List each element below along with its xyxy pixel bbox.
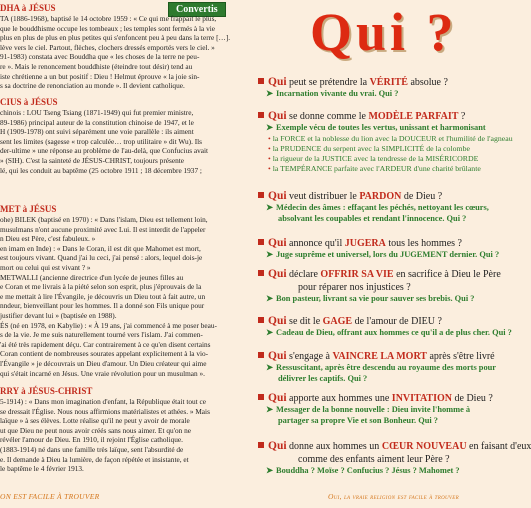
bullet-icon: • <box>268 153 273 163</box>
answer-text: absolvant les coupables et rendant l'innocence. Qui ? <box>278 213 467 223</box>
answer-text: Bouddha ? Moïse ? Confucius ? Jésus ? Mahomet ? <box>276 466 460 475</box>
question-keyword: JUGERA <box>344 238 386 249</box>
question-line <box>258 440 531 453</box>
question-text: tous les hommes ? <box>385 238 462 249</box>
section-line: » (SIH). C'est la sainteté de JÉSUS-CHRIST, toujours présente <box>0 155 184 165</box>
section-line: qui s'était incarné en Jésus. Une vraie révolution pour un musulman ». <box>0 368 205 378</box>
qui-word: Qui <box>268 392 287 404</box>
answer-text: Médecin des âmes : effaçant les péchés, nettoyant les cœurs, <box>276 203 489 212</box>
question-item <box>258 76 508 100</box>
question-line <box>258 315 508 328</box>
section-line: s de la vie. Je me suis naturellement tourné vers l'islam. J'ai commen- <box>0 330 203 340</box>
section-line: mort ou celui qui est vivant ? » <box>0 262 91 272</box>
convert-section <box>0 3 252 91</box>
question-text: en sacrifice à Dieu le Père <box>393 269 501 280</box>
section-line: révéler l'amour de Dieu. En 1910, il rejoint l'Église catholique. <box>0 435 183 445</box>
answer-line <box>258 363 508 374</box>
section-line: se dressait l'Église. Nous nous affirmions matérialistes et athées. » Mais <box>0 406 210 416</box>
convertis-badge: Convertis <box>168 2 226 17</box>
question-keyword: OFFRIR SA VIE <box>320 269 394 280</box>
question-line <box>258 350 508 363</box>
answer-line <box>258 374 508 385</box>
section-heading: MET à JÉSUS <box>0 204 57 214</box>
question-item <box>258 350 508 384</box>
section-heading: DHA à JÉSUS <box>0 3 56 13</box>
section-heading: RRY à JÉSUS-CHRIST <box>0 386 93 396</box>
section-line: musulmans n'ont aucune proximité avec Lui. Il est interdit de l'appeler <box>0 224 206 234</box>
right-footer: Oui, la vraie religion est facile à trouver <box>328 492 459 501</box>
qui-word: Qui <box>268 76 287 88</box>
section-line: le baptême le 4 février 1913. <box>0 464 84 474</box>
question-line <box>258 237 508 250</box>
section-line: der-ultime » une réponse au problème de l'au-delà, que Confucius avait <box>0 146 209 156</box>
virtue-line <box>258 164 508 174</box>
arrow-icon: ➤ <box>266 328 274 337</box>
question-continuation: pour réparer nos injustices ? <box>298 282 411 293</box>
question-line <box>258 268 508 281</box>
bullet-square-icon <box>258 394 264 400</box>
virtue-text: la rigueur de la JUSTICE avec la tendresse de la MISÉRICORDE <box>272 153 479 163</box>
question-text: peut se prétendre la <box>286 77 370 88</box>
arrow-icon: ➤ <box>266 294 274 303</box>
section-line: iste chrétienne a un but positif : Dieu ! Helmut éprouve « la joie sin- <box>0 71 200 81</box>
arrow-icon: ➤ <box>266 203 274 212</box>
question-text: annonce qu'il <box>286 238 345 249</box>
virtue-line <box>258 133 513 144</box>
section-line: e me mettait à lire l'Évangile, je découvris un Dieu tout à fait autre, un <box>0 291 206 301</box>
answer-line <box>258 89 508 100</box>
answer-text: partager sa propre Vie et son Bonheur. Qui ? <box>278 415 438 425</box>
bullet-icon: • <box>268 143 273 153</box>
answer-line <box>258 466 508 477</box>
section-line: e Coran et me livrais à la piété selon son esprit, plus j'éprouvais de la <box>0 282 202 292</box>
answer-line <box>258 203 508 214</box>
answer-text: Exemple vécu de toutes les vertus, unissant et harmonisant <box>276 123 486 132</box>
section-line: ut que Dieu ne peut nous avoir créés sans nous aimer. Et qu'on ne <box>0 425 191 435</box>
convert-section <box>0 204 252 378</box>
answer-line <box>258 250 508 261</box>
question-keyword: VAINCRE LA MORT <box>332 351 427 362</box>
converts-column <box>0 0 252 508</box>
left-footer: ON EST FACILE À TROUVER <box>0 492 100 501</box>
question-text: ? <box>458 111 466 122</box>
page-title: Qui ? <box>310 2 458 62</box>
section-line: 5-1914) : « Dans mon imagination d'enfant, la République était tout ce <box>0 397 206 406</box>
question-text: de Dieu ? <box>452 393 493 404</box>
bullet-square-icon <box>258 352 264 358</box>
virtue-text: la FORCE et la noblesse du lion avec la DOUCEUR et l'humilité de l'agneau <box>272 133 513 143</box>
virtue-text: la TEMPÉRANCE parfaite avec l'ARDEUR d'une charité brûlante <box>272 163 481 173</box>
question-item <box>258 190 508 224</box>
bullet-icon: • <box>268 163 273 173</box>
section-line: laïque » à ses élèves. Lotte réalise qu'il ne peut y avoir de morale <box>0 416 190 426</box>
section-line: e. Il demande à Dieu la lumière, de façon répétée et insistante, et <box>0 454 189 464</box>
answer-line <box>258 123 508 134</box>
question-text: de l'amour de DIEU ? <box>352 316 442 327</box>
question-line <box>258 392 508 405</box>
section-line: plus en plus de plus en plus petites qui s'enfoncent peu à peu dans la terre […]. <box>0 33 231 43</box>
question-line <box>258 190 508 203</box>
answer-text: délivrer les captifs. Qui ? <box>278 373 368 383</box>
section-line: 89-1986) principal auteur de la constitution chinoise de 1947, et le <box>0 117 194 127</box>
section-line: que le bouddhisme occupe les tombeaux ; les temples sont fermés à la vie <box>0 23 215 33</box>
question-continuation: comme des enfants aiment leur Père ? <box>298 454 450 465</box>
answer-text: Ressuscitant, après être descendu au royaume des morts pour <box>276 363 497 372</box>
qui-word: Qui <box>268 440 287 452</box>
bullet-square-icon <box>258 78 264 84</box>
section-line: s sa doctrine de renonciation au monde ». Il devient catholique. <box>0 81 185 91</box>
answer-text: Bon pasteur, livrant sa vie pour sauver ses brebis. Qui ? <box>276 294 475 303</box>
arrow-icon: ➤ <box>266 363 274 372</box>
bullet-square-icon <box>258 317 264 323</box>
question-keyword: GAGE <box>322 316 353 327</box>
section-line: H (1909-1978) ont suivi séparément une voie parallèle : ils aiment <box>0 127 194 137</box>
bullet-square-icon <box>258 270 264 276</box>
qui-word: Qui <box>268 110 287 122</box>
virtue-text: la PRUDENCE du serpent avec la SIMPLICITÉ de la colombe <box>272 143 470 153</box>
arrow-icon: ➤ <box>266 250 274 259</box>
answer-text: Cadeau de Dieu, offrant aux hommes ce qu'il a de plus cher. Qui ? <box>276 328 512 337</box>
question-item <box>258 237 508 261</box>
section-line: l'Évangile » je découvrais un Dieu d'amour. Un Dieu créateur qui aime <box>0 358 207 368</box>
question-text: en faisant d'eux <box>466 441 531 452</box>
arrow-icon: ➤ <box>266 405 274 414</box>
qui-word: Qui <box>268 350 287 362</box>
arrow-icon: ➤ <box>266 89 274 98</box>
question-item <box>258 110 513 174</box>
question-keyword: PARDON <box>359 191 402 202</box>
question-text: après s'être livré <box>426 351 495 362</box>
qui-word: Qui <box>268 190 287 202</box>
question-line <box>258 110 508 123</box>
section-line: chinois : LOU Tseng Tsiang (1871-1949) qui fut premier ministre, <box>0 108 194 117</box>
question-text: se donne comme le <box>286 111 369 122</box>
question-text: se dit le <box>286 316 323 327</box>
question-text: absolue ? <box>407 77 448 88</box>
question-item <box>258 315 512 339</box>
section-line: (1883-1914) né dans une famille très laïque, sent l'absurdité de <box>0 444 184 454</box>
section-line: Coran contient de nombreuses sourates appelant explicitement à la vio- <box>0 349 209 359</box>
section-line: lé, qui les conduit au baptême (25 octobre 1911 ; 18 décembre 1937 ; <box>0 165 202 175</box>
question-item <box>258 268 508 305</box>
qui-word: Qui <box>268 315 287 327</box>
question-text: s'engage à <box>286 351 333 362</box>
question-text: de Dieu ? <box>401 191 443 202</box>
question-text: veut distribuer le <box>286 191 360 202</box>
bullet-square-icon <box>258 442 264 448</box>
qui-column <box>258 0 531 508</box>
answer-line <box>258 416 508 427</box>
section-line: en imam en Inde) : « Dans le Coran, il est dit que Mahomet est mort, <box>0 243 201 253</box>
section-line: nndeur, bienveillant pour les hommes. Il a donné son Fils unique pour <box>0 301 205 311</box>
section-line: 'ai été très rapidement déçu. Car contrairement à ce qu'en disent certains <box>0 339 211 349</box>
answer-line <box>258 214 508 225</box>
convert-section <box>0 386 252 474</box>
section-line: METWALLI (ancienne directrice d'un lycée de jeunes filles au <box>0 272 184 282</box>
answer-line <box>258 328 512 339</box>
question-item <box>258 440 531 477</box>
answer-line <box>258 405 508 416</box>
section-line: sent les limites (sagesse « trop calculée… trop utilitaire » dit Wu). Ils <box>0 136 203 146</box>
arrow-icon: ➤ <box>266 466 274 475</box>
question-text: apporte aux hommes une <box>286 393 392 404</box>
qui-word: Qui <box>268 237 287 249</box>
question-item <box>258 392 508 426</box>
virtue-line <box>258 154 508 164</box>
question-keyword: VÉRITÉ <box>369 77 408 88</box>
section-line: n Dieu est Père, c'est fabuleux. » <box>0 234 96 244</box>
question-keyword: CŒUR NOUVEAU <box>381 441 467 452</box>
section-heading: CIUS à JÉSUS <box>0 97 58 107</box>
bullet-square-icon <box>258 239 264 245</box>
bullet-square-icon <box>258 192 264 198</box>
section-line: ÉS (né en 1978, en Kabylie) : « À 19 ans, j'ai commencé à me poser beau- <box>0 320 217 330</box>
section-line: ohe) BILEK (baptisé en 1970) : « Dans l'islam, Dieu est tellement loin, <box>0 215 208 224</box>
question-keyword: INVITATION <box>391 393 452 404</box>
bullet-icon: • <box>268 133 273 143</box>
question-line <box>258 76 508 89</box>
answer-text: Messager de la bonne nouvelle : Dieu invite l'homme à <box>276 405 471 414</box>
convert-section <box>0 97 252 175</box>
section-line: 91-1983) constata avec Bouddha que « les choses de la terre ne peu- <box>0 52 200 62</box>
arrow-icon: ➤ <box>266 123 274 132</box>
section-line: lève vers le ciel. Partout, flèches, clochers dressés emportés vers le ciel. » <box>0 42 215 52</box>
answer-text: Juge suprême et universel, lors du JUGEMENT dernier. Qui ? <box>276 250 500 259</box>
section-line: TA (1886-1968), baptisé le 14 octobre 1959 : « Ce qui me frappait le plus, <box>0 14 217 23</box>
bullet-square-icon <box>258 112 264 118</box>
answer-text: Incarnation vivante du vrai. Qui ? <box>276 89 399 98</box>
virtue-line <box>258 144 508 154</box>
section-line: re ». Mais le renoncement bouddhiste (éteindre tout désir) tend au <box>0 61 193 71</box>
answer-line <box>258 294 508 305</box>
question-keyword: MODÈLE PARFAIT <box>368 111 459 122</box>
section-line: est toujours vivant. Quand j'ai lu ceci, j'ai pensé : alors, lequel dois-je <box>0 253 203 263</box>
question-text: donne aux hommes un <box>286 441 382 452</box>
section-line: justifier devant lui » (baptisée en 1988). <box>0 310 117 320</box>
qui-word: Qui <box>268 268 287 280</box>
question-text: déclare <box>286 269 321 280</box>
